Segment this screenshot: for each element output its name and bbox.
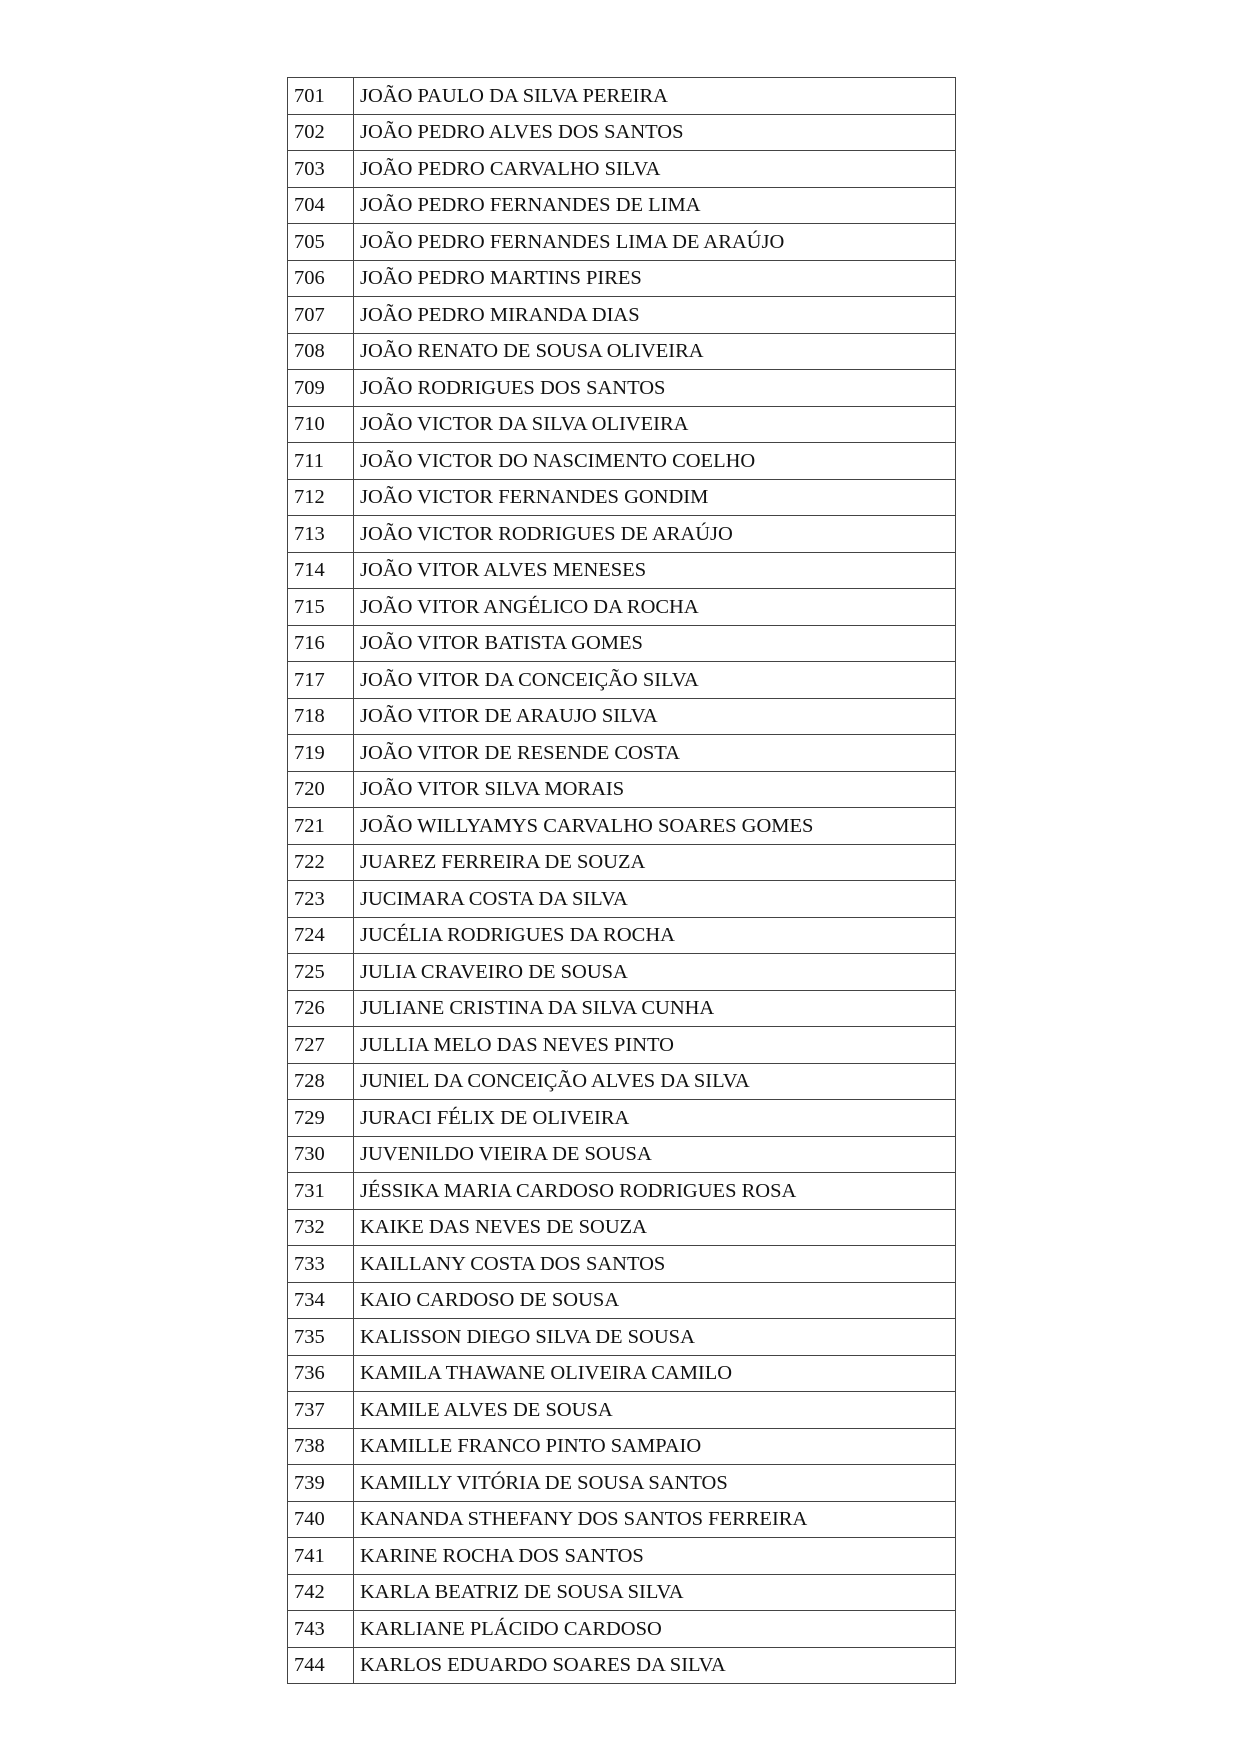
table-row (288, 1173, 956, 1210)
person-name: JOÃO PEDRO FERNANDES DE LIMA (354, 187, 956, 224)
person-name: JOÃO PAULO DA SILVA PEREIRA (354, 78, 956, 115)
person-name: KAMILE ALVES DE SOUSA (354, 1392, 956, 1429)
row-number: 702 (288, 114, 354, 151)
person-name: KARLOS EDUARDO SOARES DA SILVA (354, 1647, 956, 1684)
table-row (288, 552, 956, 589)
person-name: JOÃO VITOR SILVA MORAIS (354, 771, 956, 808)
row-number: 744 (288, 1647, 354, 1684)
row-number: 723 (288, 881, 354, 918)
table-row (288, 881, 956, 918)
table-row (288, 1246, 956, 1283)
table-row (288, 844, 956, 881)
row-number: 711 (288, 443, 354, 480)
table-row (288, 224, 956, 261)
person-name: JOÃO VITOR BATISTA GOMES (354, 625, 956, 662)
table-row (288, 1611, 956, 1648)
table-row (288, 406, 956, 443)
table-row (288, 917, 956, 954)
row-number: 738 (288, 1428, 354, 1465)
row-number: 725 (288, 954, 354, 991)
row-number: 736 (288, 1355, 354, 1392)
table-row (288, 1538, 956, 1575)
table-row (288, 1428, 956, 1465)
row-number: 713 (288, 516, 354, 553)
row-number: 743 (288, 1611, 354, 1648)
name-list-body (288, 78, 956, 1684)
row-number: 740 (288, 1501, 354, 1538)
person-name: JOÃO PEDRO MARTINS PIRES (354, 260, 956, 297)
row-number: 701 (288, 78, 354, 115)
row-number: 710 (288, 406, 354, 443)
row-number: 709 (288, 370, 354, 407)
table-row (288, 990, 956, 1027)
person-name: JOÃO VICTOR DA SILVA OLIVEIRA (354, 406, 956, 443)
person-name: KARINE ROCHA DOS SANTOS (354, 1538, 956, 1575)
table-row (288, 589, 956, 626)
table-row (288, 1465, 956, 1502)
table-row (288, 297, 956, 334)
row-number: 733 (288, 1246, 354, 1283)
row-number: 707 (288, 297, 354, 334)
person-name: KARLA BEATRIZ DE SOUSA SILVA (354, 1574, 956, 1611)
person-name: JOÃO VICTOR FERNANDES GONDIM (354, 479, 956, 516)
row-number: 717 (288, 662, 354, 699)
table-row (288, 151, 956, 188)
row-number: 716 (288, 625, 354, 662)
table-row (288, 771, 956, 808)
person-name: JUCIMARA COSTA DA SILVA (354, 881, 956, 918)
row-number: 724 (288, 917, 354, 954)
table-row (288, 1319, 956, 1356)
table-row (288, 1501, 956, 1538)
person-name: JOÃO VITOR DE RESENDE COSTA (354, 735, 956, 772)
row-number: 720 (288, 771, 354, 808)
row-number: 727 (288, 1027, 354, 1064)
person-name: JOÃO VICTOR DO NASCIMENTO COELHO (354, 443, 956, 480)
person-name: JUVENILDO VIEIRA DE SOUSA (354, 1136, 956, 1173)
table-row (288, 808, 956, 845)
person-name: JOÃO VITOR ALVES MENESES (354, 552, 956, 589)
table-row (288, 662, 956, 699)
table-row (288, 1574, 956, 1611)
table-row (288, 1647, 956, 1684)
row-number: 715 (288, 589, 354, 626)
row-number: 726 (288, 990, 354, 1027)
person-name: KAMILA THAWANE OLIVEIRA CAMILO (354, 1355, 956, 1392)
row-number: 732 (288, 1209, 354, 1246)
table-row (288, 735, 956, 772)
row-number: 714 (288, 552, 354, 589)
row-number: 739 (288, 1465, 354, 1502)
person-name: JUCÉLIA RODRIGUES DA ROCHA (354, 917, 956, 954)
name-list-table (287, 77, 956, 1684)
person-name: JUNIEL DA CONCEIÇÃO ALVES DA SILVA (354, 1063, 956, 1100)
row-number: 735 (288, 1319, 354, 1356)
table-row (288, 625, 956, 662)
person-name: KALISSON DIEGO SILVA DE SOUSA (354, 1319, 956, 1356)
row-number: 731 (288, 1173, 354, 1210)
table-row (288, 333, 956, 370)
person-name: JULLIA MELO DAS NEVES PINTO (354, 1027, 956, 1064)
row-number: 721 (288, 808, 354, 845)
person-name: JOÃO VITOR DA CONCEIÇÃO SILVA (354, 662, 956, 699)
person-name: JOÃO VITOR ANGÉLICO DA ROCHA (354, 589, 956, 626)
row-number: 728 (288, 1063, 354, 1100)
person-name: JOÃO RODRIGUES DOS SANTOS (354, 370, 956, 407)
row-number: 730 (288, 1136, 354, 1173)
row-number: 719 (288, 735, 354, 772)
row-number: 706 (288, 260, 354, 297)
row-number: 734 (288, 1282, 354, 1319)
person-name: JULIA CRAVEIRO DE SOUSA (354, 954, 956, 991)
row-number: 741 (288, 1538, 354, 1575)
table-row (288, 1136, 956, 1173)
table-row (288, 516, 956, 553)
person-name: KANANDA STHEFANY DOS SANTOS FERREIRA (354, 1501, 956, 1538)
row-number: 722 (288, 844, 354, 881)
table-row (288, 1282, 956, 1319)
table-row (288, 954, 956, 991)
person-name: JOÃO PEDRO MIRANDA DIAS (354, 297, 956, 334)
table-row (288, 260, 956, 297)
person-name: KAMILLY VITÓRIA DE SOUSA SANTOS (354, 1465, 956, 1502)
table-row (288, 1209, 956, 1246)
row-number: 737 (288, 1392, 354, 1429)
row-number: 705 (288, 224, 354, 261)
person-name: JOÃO RENATO DE SOUSA OLIVEIRA (354, 333, 956, 370)
person-name: KAMILLE FRANCO PINTO SAMPAIO (354, 1428, 956, 1465)
table-row (288, 698, 956, 735)
row-number: 704 (288, 187, 354, 224)
table-row (288, 187, 956, 224)
person-name: JOÃO VITOR DE ARAUJO SILVA (354, 698, 956, 735)
person-name: JÉSSIKA MARIA CARDOSO RODRIGUES ROSA (354, 1173, 956, 1210)
table-row (288, 1392, 956, 1429)
person-name: KAILLANY COSTA DOS SANTOS (354, 1246, 956, 1283)
person-name: JUAREZ FERREIRA DE SOUZA (354, 844, 956, 881)
person-name: KARLIANE PLÁCIDO CARDOSO (354, 1611, 956, 1648)
table-row (288, 443, 956, 480)
row-number: 718 (288, 698, 354, 735)
person-name: JOÃO PEDRO CARVALHO SILVA (354, 151, 956, 188)
table-row (288, 479, 956, 516)
person-name: KAIKE DAS NEVES DE SOUZA (354, 1209, 956, 1246)
table-row (288, 1063, 956, 1100)
person-name: JOÃO WILLYAMYS CARVALHO SOARES GOMES (354, 808, 956, 845)
table-row (288, 78, 956, 115)
row-number: 708 (288, 333, 354, 370)
table-row (288, 370, 956, 407)
person-name: KAIO CARDOSO DE SOUSA (354, 1282, 956, 1319)
row-number: 729 (288, 1100, 354, 1137)
row-number: 712 (288, 479, 354, 516)
person-name: JULIANE CRISTINA DA SILVA CUNHA (354, 990, 956, 1027)
row-number: 703 (288, 151, 354, 188)
table-row (288, 114, 956, 151)
table-row (288, 1355, 956, 1392)
person-name: JOÃO PEDRO FERNANDES LIMA DE ARAÚJO (354, 224, 956, 261)
person-name: JOÃO VICTOR RODRIGUES DE ARAÚJO (354, 516, 956, 553)
row-number: 742 (288, 1574, 354, 1611)
person-name: JOÃO PEDRO ALVES DOS SANTOS (354, 114, 956, 151)
table-row (288, 1027, 956, 1064)
person-name: JURACI FÉLIX DE OLIVEIRA (354, 1100, 956, 1137)
table-row (288, 1100, 956, 1137)
